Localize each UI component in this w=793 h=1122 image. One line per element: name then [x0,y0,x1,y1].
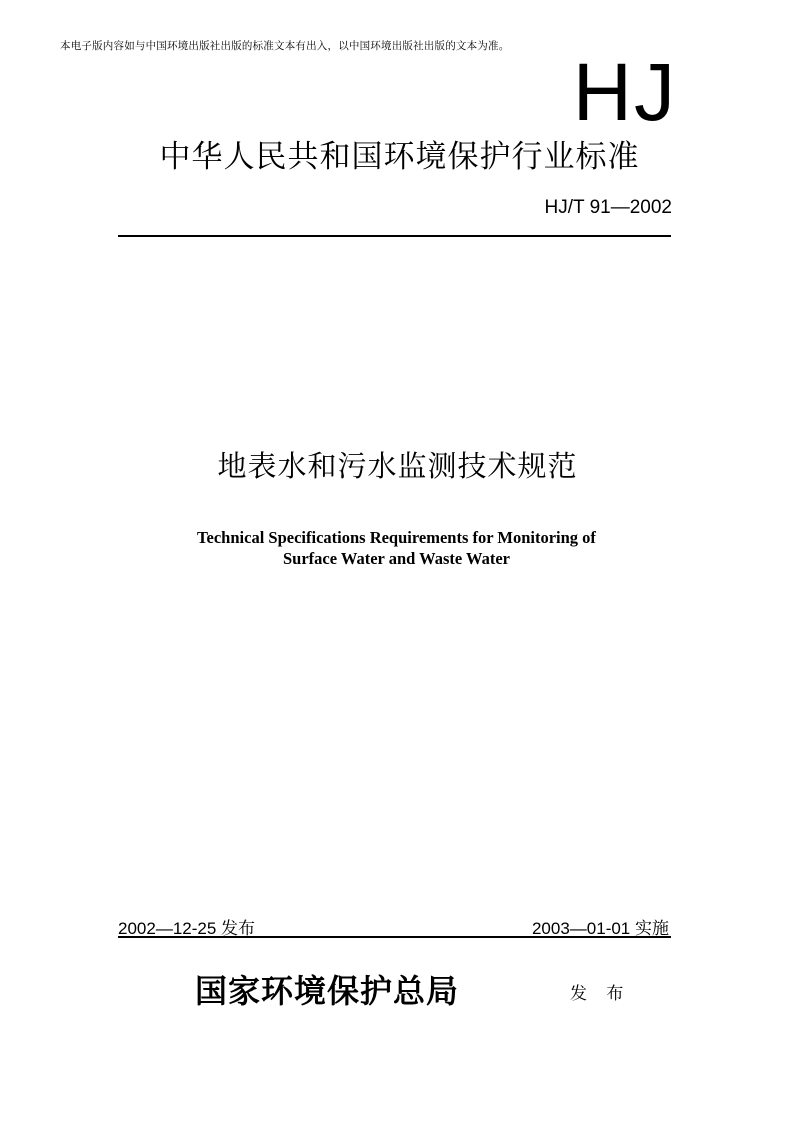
issuing-authority: 国家环境保护总局 [195,972,460,1010]
standard-category-title: 中华人民共和国环境保护行业标准 [159,139,640,175]
issuing-action: 发 布 [570,984,624,1004]
top-divider [118,235,671,237]
document-title-cn: 地表水和污水监测技术规范 [217,449,578,483]
issue-date: 2002—12-25 发布 [118,919,256,938]
standard-code: HJ/T 91—2002 [544,197,672,218]
document-title-en-line1: Technical Specifications Requirements for Monitoring of [197,528,596,547]
hj-logo: HJ [572,47,677,138]
bottom-divider [118,936,671,938]
effective-date: 2003—01-01 实施 [531,919,669,938]
document-title-en-line2: Surface Water and Waste Water [282,549,511,568]
document-title-en [0,527,793,569]
disclaimer-note: 本电子版内容如与中国环境出版社出版的标准文本有出入，以中国环境出版社出版的文本为准。 [60,40,510,52]
